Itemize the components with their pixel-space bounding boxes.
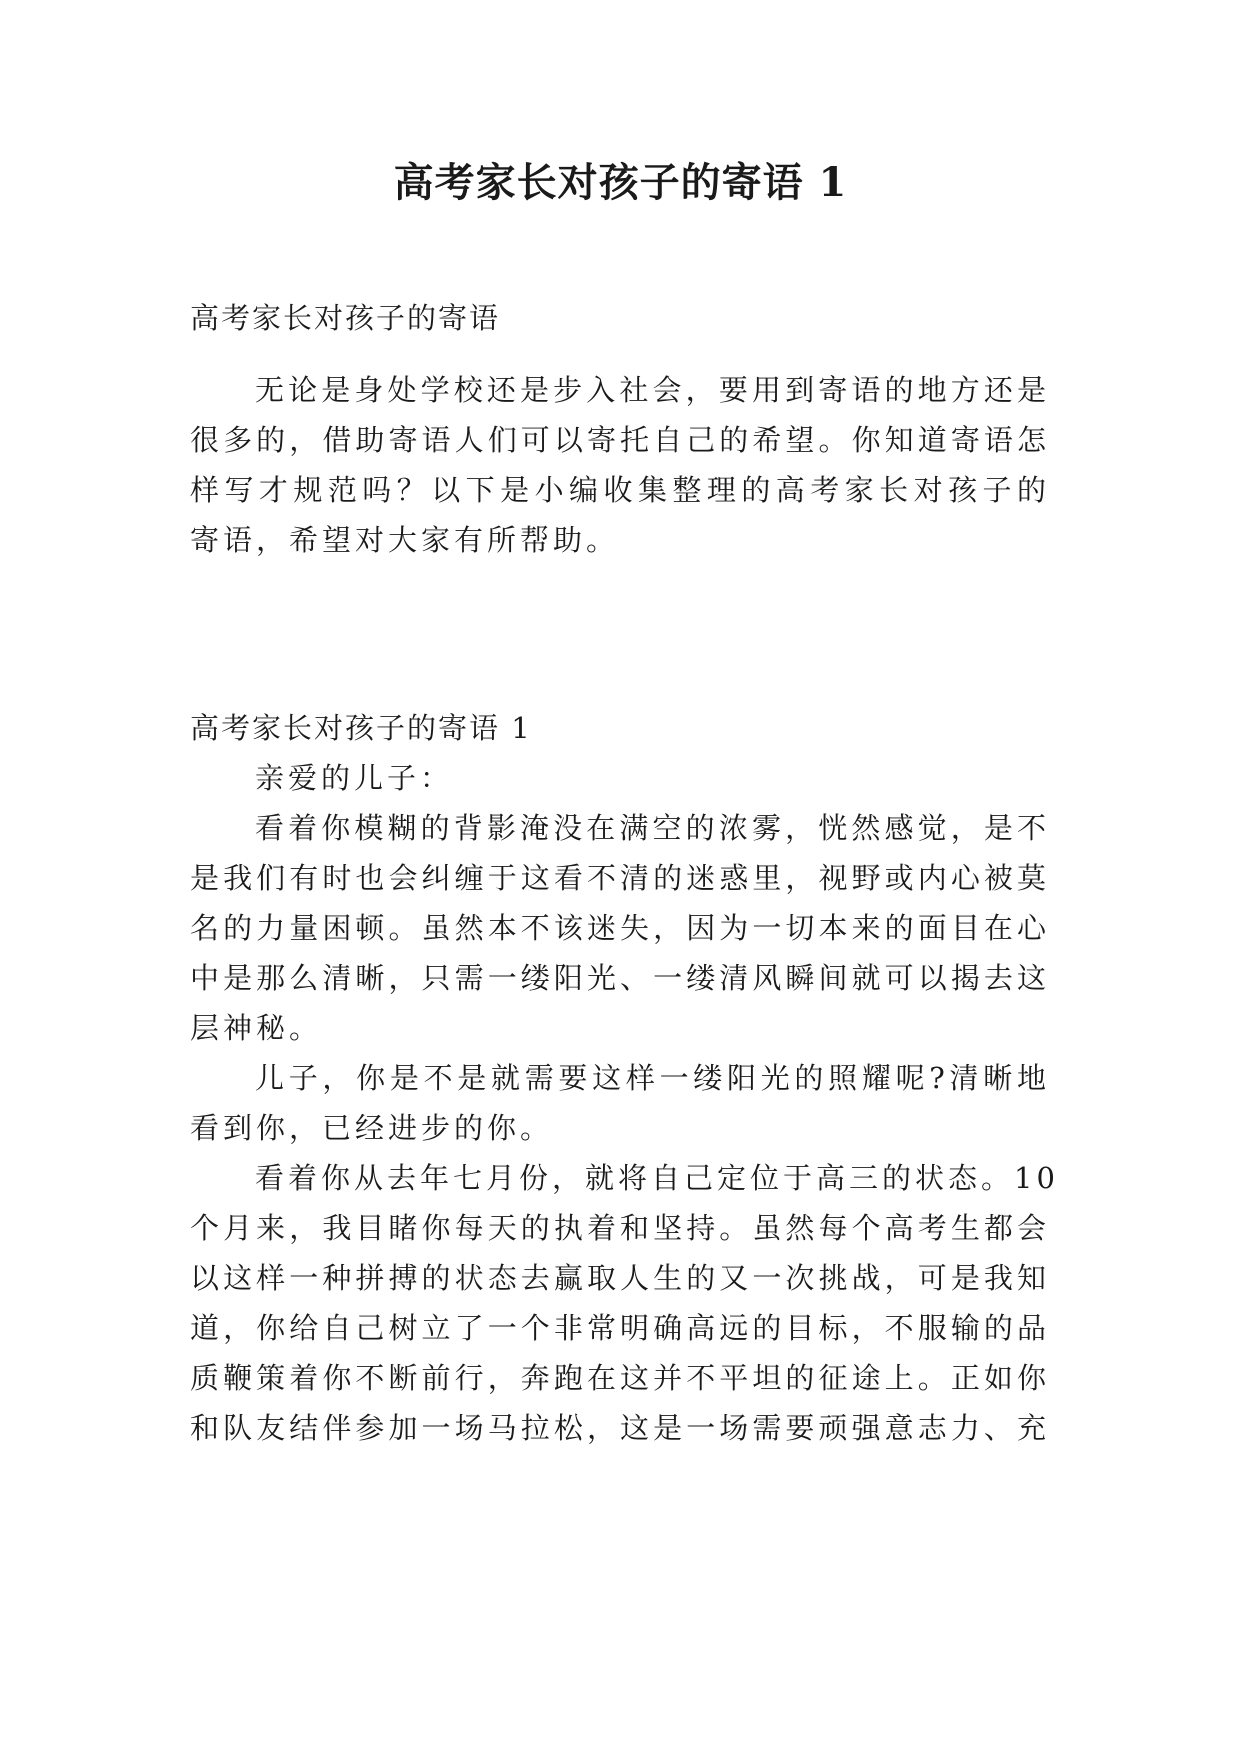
paragraph-line: 看到你，已经进步的你。 [190,1111,554,1145]
paragraph-line: 是我们有时也会纠缠于这看不清的迷惑里，视野或内心被莫 [190,861,1050,895]
paragraph-line: 个月来，我目睹你每天的执着和坚持。虽然每个高考生都会 [190,1211,1050,1245]
paragraph-line: 和队友结伴参加一场马拉松，这是一场需要顽强意志力、充 [190,1411,1050,1445]
paragraph-line: 中是那么清晰，只需一缕阳光、一缕清风瞬间就可以揭去这 [190,961,1050,995]
intro-line: 寄语，希望对大家有所帮助。 [190,523,620,557]
intro-line: 无论是身处学校还是步入社会，要用到寄语的地方还是 [255,373,1050,407]
paragraph-line: 道，你给自己树立了一个非常明确高远的目标，不服输的品 [190,1311,1050,1345]
paragraph-line: 以这样一种拼搏的状态去赢取人生的又一次挑战，可是我知 [190,1261,1050,1295]
paragraph-line: 看着你模糊的背影淹没在满空的浓雾，恍然感觉，是不 [255,811,1050,845]
intro-line: 很多的，借助寄语人们可以寄托自己的希望。你知道寄语怎 [190,423,1050,457]
section-heading: 高考家长对孩子的寄语 1 [190,711,532,745]
document-subtitle: 高考家长对孩子的寄语 [190,301,501,335]
salutation: 亲爱的儿子： [255,761,454,795]
paragraph-line: 看着你从去年七月份，就将自己定位于高三的状态。10 [255,1161,1059,1195]
paragraph-line: 质鞭策着你不断前行，奔跑在这并不平坦的征途上。正如你 [190,1361,1050,1395]
paragraph-line: 儿子，你是不是就需要这样一缕阳光的照耀呢?清晰地 [255,1061,1050,1095]
document-title: 高考家长对孩子的寄语 1 [393,159,848,206]
paragraph-line: 层神秘。 [190,1011,323,1045]
intro-line: 样写才规范吗？以下是小编收集整理的高考家长对孩子的 [190,473,1050,507]
paragraph-line: 名的力量困顿。虽然本不该迷失，因为一切本来的面目在心 [190,911,1050,945]
